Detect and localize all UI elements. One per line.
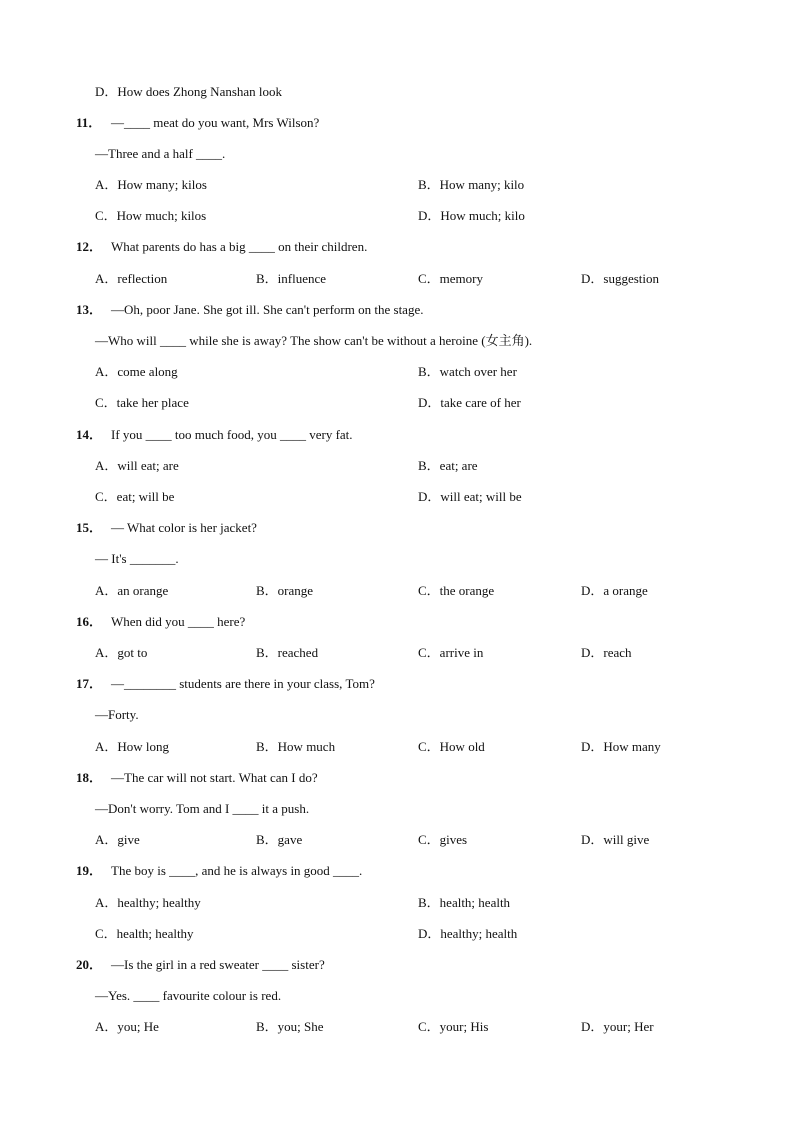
option-text: an orange [117, 583, 169, 598]
option-letter: D． [581, 832, 604, 847]
question-line [0, 301, 794, 319]
question-number: 12． [76, 239, 103, 254]
option-letter: D． [418, 395, 441, 410]
question-number: 20． [76, 957, 103, 972]
option-text: give [117, 832, 140, 847]
option-d[interactable] [418, 394, 521, 412]
option-letter: A． [95, 832, 118, 847]
option-d[interactable] [418, 925, 517, 943]
question-line [0, 332, 794, 350]
option-row [0, 1018, 794, 1036]
question-stem: What parents do has a big ____ on their children. [111, 239, 368, 254]
option-text: watch over her [439, 364, 517, 379]
option-text: gives [439, 832, 468, 847]
question-line [0, 114, 794, 132]
option-text: a orange [603, 583, 648, 598]
option-letter: C． [418, 583, 440, 598]
option-a[interactable] [95, 1018, 159, 1036]
option-text: orange [277, 583, 314, 598]
question-line [0, 675, 794, 693]
option-c[interactable] [95, 394, 189, 412]
question-stem: —The car will not start. What can I do? [111, 770, 318, 785]
option-d[interactable] [581, 644, 632, 662]
option-text: the orange [439, 583, 495, 598]
question-stem: —____ meat do you want, Mrs Wilson? [111, 115, 320, 130]
option-text: healthy; health [440, 926, 518, 941]
option-letter: D． [418, 208, 441, 223]
option-letter: A． [95, 177, 118, 192]
option-letter: B． [418, 458, 440, 473]
option-text: you; She [277, 1019, 324, 1034]
option-b[interactable] [418, 457, 478, 475]
option-b[interactable] [256, 738, 335, 756]
option-letter: A． [95, 583, 118, 598]
question-number: 11． [76, 115, 102, 130]
option-d[interactable] [581, 582, 648, 600]
option-row [0, 925, 794, 943]
option-text: How many; kilo [439, 177, 525, 192]
option-c[interactable] [95, 207, 206, 225]
question-number: 14． [76, 427, 103, 442]
option-text: your; His [439, 1019, 489, 1034]
question-line [0, 706, 794, 724]
question-dialogue-line: —Three and a half ____. [95, 146, 226, 161]
option-text: health; health [439, 895, 511, 910]
option-letter: C． [95, 395, 117, 410]
option-text: will give [603, 832, 650, 847]
option-letter: D． [581, 1019, 604, 1034]
option-text: your; Her [603, 1019, 654, 1034]
option-d[interactable] [418, 488, 522, 506]
option-letter: B． [256, 1019, 278, 1034]
question-dialogue-line: —Yes. ____ favourite colour is red. [95, 988, 282, 1003]
option-d[interactable] [581, 738, 661, 756]
question-line [0, 956, 794, 974]
option-letter: B． [256, 832, 278, 847]
option-text: How old [439, 739, 485, 754]
option-row [0, 394, 794, 412]
option-d[interactable] [581, 831, 649, 849]
option-d[interactable] [418, 207, 525, 225]
question-stem: —________ students are there in your class, Tom? [111, 676, 375, 691]
option-b[interactable] [418, 894, 510, 912]
question-stem: —Oh, poor Jane. She got ill. She can't perform on the stage. [111, 302, 424, 317]
question-line [0, 862, 794, 880]
option-a[interactable] [95, 831, 140, 849]
option-text: got to [117, 645, 148, 660]
option-row [0, 83, 794, 101]
question-dialogue-line: —Who will ____ while she is away? The show can't be without a heroine (女主角). [95, 333, 533, 348]
option-row [0, 582, 794, 600]
option-letter: D． [581, 739, 604, 754]
question-number: 19． [76, 863, 103, 878]
option-text: How much [277, 739, 336, 754]
option-letter: B． [256, 583, 278, 598]
option-a[interactable] [95, 457, 179, 475]
option-letter: B． [256, 645, 278, 660]
question-stem: The boy is ____, and he is always in good ____. [111, 863, 363, 878]
option-letter: B． [418, 895, 440, 910]
question-line [0, 613, 794, 631]
option-letter: A． [95, 895, 118, 910]
option-c[interactable] [418, 644, 483, 662]
option-c[interactable] [418, 582, 494, 600]
option-letter: D． [581, 271, 604, 286]
question-line [0, 987, 794, 1005]
option-c[interactable] [418, 1018, 488, 1036]
question-line [0, 426, 794, 444]
option-c[interactable] [95, 488, 174, 506]
option-text: healthy; healthy [117, 895, 201, 910]
option-letter: C． [418, 1019, 440, 1034]
option-text: take care of her [440, 395, 521, 410]
option-text: suggestion [603, 271, 660, 286]
option-b[interactable] [256, 270, 326, 288]
question-line [0, 800, 794, 818]
option-a[interactable] [95, 176, 207, 194]
option-text: reached [277, 645, 319, 660]
option-letter: B． [256, 739, 278, 754]
option-a[interactable] [95, 363, 178, 381]
option-letter: D． [581, 645, 604, 660]
option-text: gave [277, 832, 303, 847]
option-row [0, 644, 794, 662]
question-dialogue-line: —Don't worry. Tom and I ____ it a push. [95, 801, 310, 816]
option-text: memory [439, 271, 483, 286]
option-a[interactable] [95, 644, 147, 662]
option-letter: C． [95, 208, 117, 223]
option-text: influence [277, 271, 327, 286]
option-letter: C． [95, 489, 117, 504]
option-row [0, 176, 794, 194]
option-row [0, 894, 794, 912]
question-number: 13． [76, 302, 103, 317]
option-row [0, 738, 794, 756]
option-b[interactable] [256, 1018, 324, 1036]
option-letter: B． [418, 364, 440, 379]
option-row [0, 831, 794, 849]
option-text: come along [117, 364, 178, 379]
question-line [0, 238, 794, 256]
question-line [0, 550, 794, 568]
option-letter: B． [418, 177, 440, 192]
option-letter: A． [95, 739, 118, 754]
question-number: 15． [76, 520, 103, 535]
option-text: will eat; will be [440, 489, 522, 504]
option-letter: B． [256, 271, 278, 286]
question-number: 18． [76, 770, 103, 785]
option-letter: D． [581, 583, 604, 598]
option-letter: A． [95, 645, 118, 660]
question-stem: —Is the girl in a red sweater ____ sister? [111, 957, 325, 972]
question-line [0, 519, 794, 537]
option-row [0, 488, 794, 506]
option-text: How long [117, 739, 170, 754]
option-a[interactable] [95, 270, 167, 288]
option-letter: C． [418, 739, 440, 754]
question-dialogue-line: —Forty. [95, 707, 139, 722]
option-c[interactable] [95, 925, 194, 943]
option-text: reflection [117, 271, 168, 286]
option-a[interactable] [95, 582, 168, 600]
option-letter: A． [95, 1019, 118, 1034]
option-text: How does Zhong Nanshan look [117, 84, 283, 99]
option-letter: A． [95, 458, 118, 473]
option-c[interactable] [418, 738, 485, 756]
option-text: How many [603, 739, 661, 754]
option-d[interactable] [95, 83, 282, 101]
question-dialogue-line: — It's _______. [95, 551, 179, 566]
question-line [0, 769, 794, 787]
option-letter: A． [95, 364, 118, 379]
option-a[interactable] [95, 894, 201, 912]
option-text: How many; kilos [117, 177, 207, 192]
option-row [0, 207, 794, 225]
option-text: arrive in [439, 645, 484, 660]
option-text: reach [603, 645, 632, 660]
question-stem: If you ____ too much food, you ____ very fat. [111, 427, 353, 442]
option-b[interactable] [256, 831, 302, 849]
option-text: eat; are [439, 458, 478, 473]
option-letter: D． [418, 926, 441, 941]
option-letter: D． [95, 84, 118, 99]
option-letter: C． [418, 645, 440, 660]
question-stem: When did you ____ here? [111, 614, 246, 629]
option-b[interactable] [418, 363, 517, 381]
question-number: 17． [76, 676, 103, 691]
option-text: health; healthy [116, 926, 194, 941]
option-text: will eat; are [117, 458, 179, 473]
option-letter: C． [418, 271, 440, 286]
option-text: take her place [116, 395, 189, 410]
option-c[interactable] [418, 831, 467, 849]
option-text: How much; kilos [116, 208, 207, 223]
option-letter: C． [418, 832, 440, 847]
option-d[interactable] [581, 1018, 654, 1036]
option-b[interactable] [418, 176, 524, 194]
option-text: you; He [117, 1019, 159, 1034]
option-letter: C． [95, 926, 117, 941]
option-a[interactable] [95, 738, 169, 756]
option-c[interactable] [418, 270, 483, 288]
option-b[interactable] [256, 582, 313, 600]
option-letter: A． [95, 271, 118, 286]
question-line [0, 145, 794, 163]
option-text: eat; will be [116, 489, 175, 504]
option-row [0, 270, 794, 288]
option-row [0, 363, 794, 381]
option-row [0, 457, 794, 475]
question-stem: — What color is her jacket? [111, 520, 257, 535]
option-d[interactable] [581, 270, 659, 288]
option-b[interactable] [256, 644, 318, 662]
option-letter: D． [418, 489, 441, 504]
option-text: How much; kilo [440, 208, 525, 223]
question-number: 16． [76, 614, 103, 629]
